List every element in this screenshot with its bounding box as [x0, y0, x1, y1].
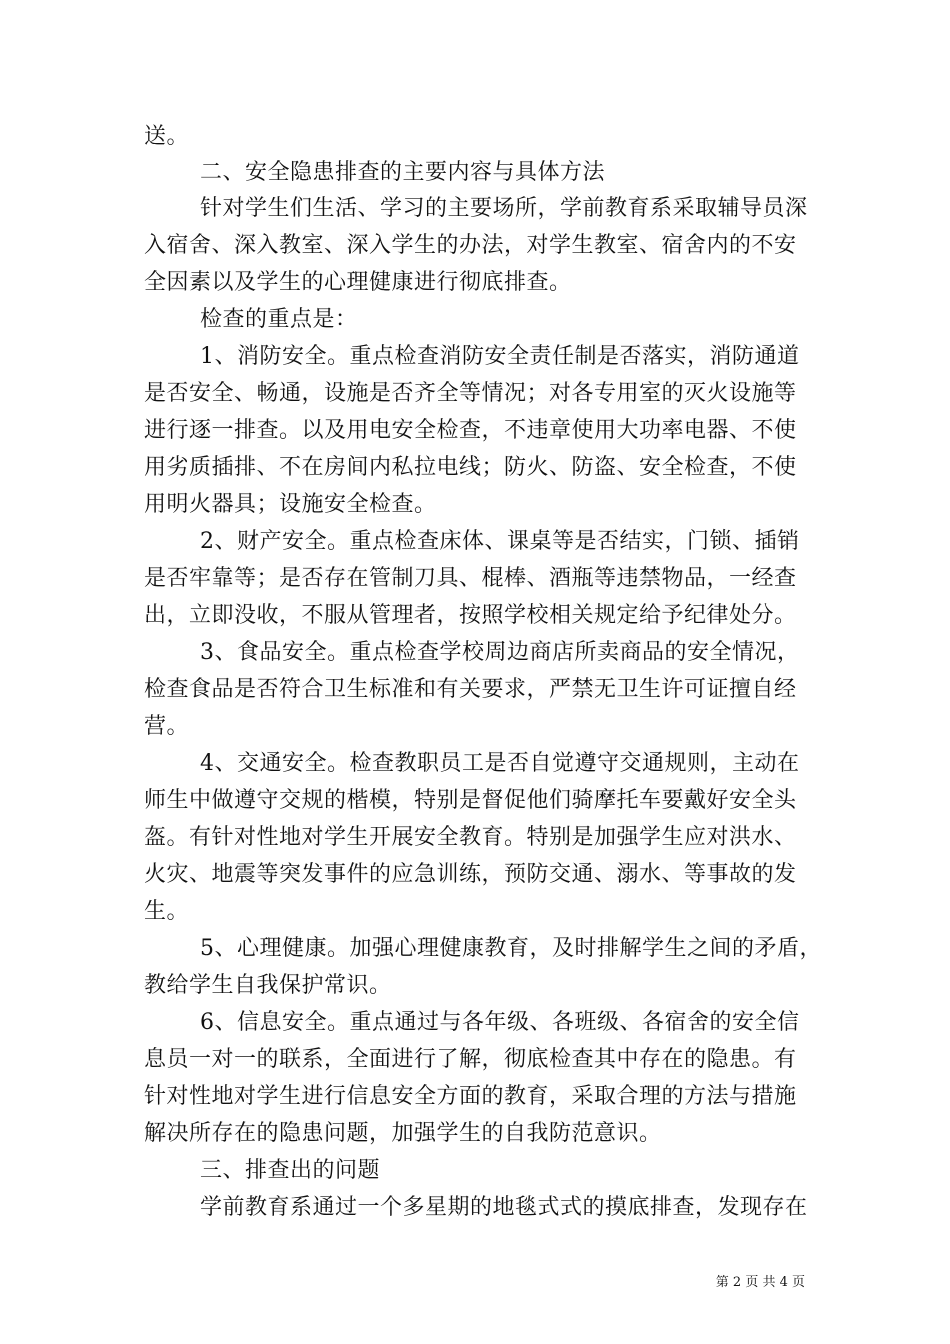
text-line: 全因素以及学生的心理健康进行彻底排查。 — [144, 270, 572, 295]
text-line: 教给学生自我保护常识。 — [144, 973, 392, 998]
text-line: 用明火器具；设施安全检查。 — [144, 492, 437, 517]
text-line: 是否牢靠等；是否存在管制刀具、棍棒、酒瓶等违禁物品，一经查 — [144, 566, 797, 591]
text-line: 送。 — [144, 124, 190, 149]
text-line: 生。 — [144, 899, 190, 924]
text-line: 检查的重点是： — [200, 307, 358, 332]
list-item-heading: 4、交通安全。检查教职员工是否自觉遵守交通规则，主动在 — [200, 751, 800, 776]
text-line: 盔。有针对性地对学生开展安全教育。特别是加强学生应对洪水、 — [144, 825, 797, 850]
text-line: 学前教育系通过一个多星期的地毯式式的摸底排查，发现存在 — [200, 1195, 808, 1220]
text-line: 师生中做遵守交规的楷模，特别是督促他们骑摩托车要戴好安全头 — [144, 788, 797, 813]
text-line: 营。 — [144, 714, 190, 739]
text-line: 检查食品是否符合卫生标准和有关要求，严禁无卫生许可证擅自经 — [144, 677, 797, 702]
page-number-footer: 第 2 页 共 4 页 — [715, 1275, 805, 1290]
list-item-heading: 6、信息安全。重点通过与各年级、各班级、各宿舍的安全信 — [200, 1010, 800, 1035]
text-line: 出，立即没收，不服从管理者，按照学校相关规定给予纪律处分。 — [144, 603, 797, 628]
text-line: 入宿舍、深入教室、深入学生的办法，对学生教室、宿舍内的不安 — [144, 233, 797, 258]
text-line: 息员一对一的联系，全面进行了解，彻底检查其中存在的隐患。有 — [144, 1047, 797, 1072]
text-line: 解决所存在的隐患问题，加强学生的自我防范意识。 — [144, 1121, 662, 1146]
list-item-heading: 5、心理健康。加强心理健康教育，及时排解学生之间的矛盾， — [200, 936, 822, 961]
text-line: 用劣质插排、不在房间内私拉电线；防火、防盗、安全检查，不使 — [144, 455, 797, 480]
text-line: 火灾、地震等突发事件的应急训练，预防交通、溺水、等事故的发 — [144, 862, 797, 887]
text-line: 进行逐一排查。以及用电安全检查，不违章使用大功率电器、不使 — [144, 418, 797, 443]
list-item-heading: 2、财产安全。重点检查床体、课桌等是否结实，门锁、插销 — [200, 529, 800, 554]
list-item-heading: 1、消防安全。重点检查消防安全责任制是否落实，消防通道 — [200, 344, 800, 369]
section-heading: 二、安全隐患排查的主要内容与具体方法 — [200, 160, 606, 185]
section-heading: 三、排查出的问题 — [200, 1158, 381, 1183]
text-line: 针对学生们生活、学习的主要场所，学前教育系采取辅导员深 — [200, 196, 808, 221]
text-line: 是否安全、畅通，设施是否齐全等情况；对各专用室的灭火设施等 — [144, 381, 797, 406]
text-line: 针对性地对学生进行信息安全方面的教育，采取合理的方法与措施 — [144, 1084, 797, 1109]
list-item-heading: 3、食品安全。重点检查学校周边商店所卖商品的安全情况， — [200, 640, 800, 665]
